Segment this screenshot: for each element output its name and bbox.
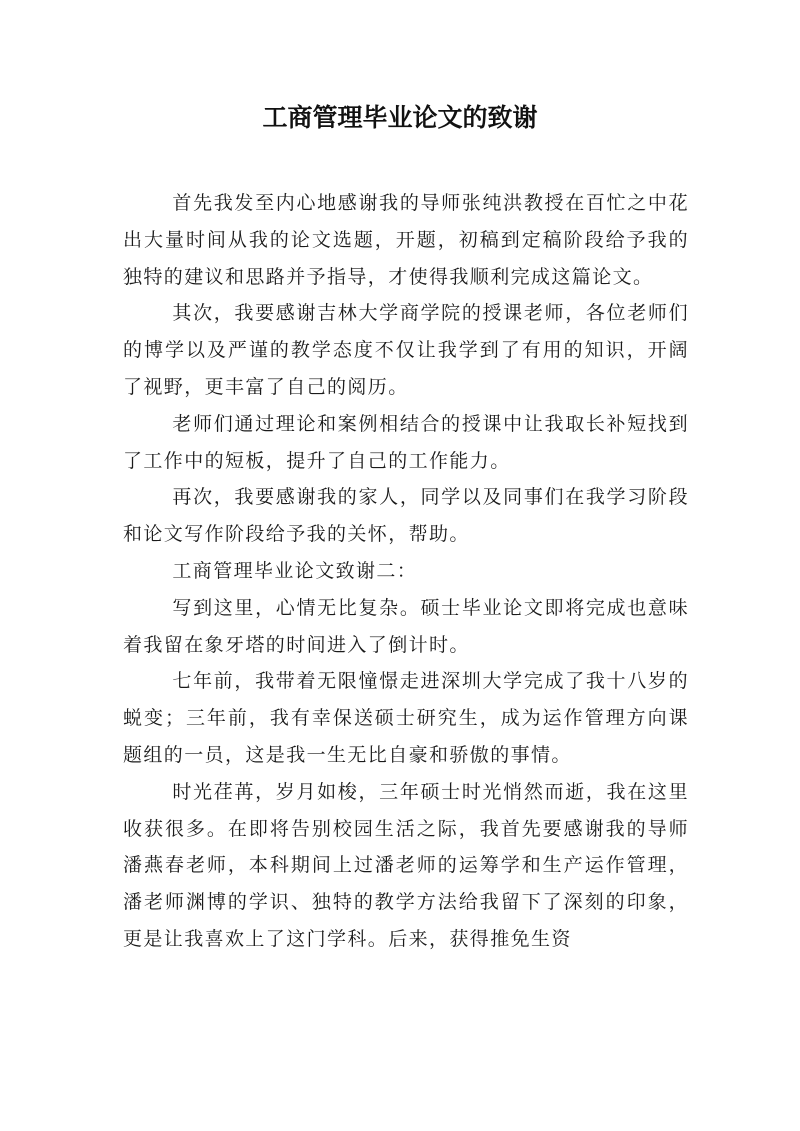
- paragraph: 其次，我要感谢吉林大学商学院的授课老师，各位老师们的博学以及严谨的教学态度不仅让我学到了有用的知识，开阔了视野，更丰富了自己的阅历。: [123, 302, 689, 398]
- document-body: [123, 185, 689, 958]
- paragraph: 写到这里，心情无比复杂。硕士毕业论文即将完成也意味着我留在象牙塔的时间进入了倒计时。: [123, 596, 689, 656]
- paragraph: 时光荏苒，岁月如梭，三年硕士时光悄然而逝，我在这里收获很多。在即将告别校园生活之际，我首先要感谢我的导师潘燕春老师，本科期间上过潘老师的运筹学和生产运作管理，潘老师渊博的学识、独特的教学方法给我留下了深刻的印象，更是让我喜欢上了这门学科。后来，获得推免生资: [123, 780, 689, 950]
- paragraph: 首先我发至内心地感谢我的导师张纯洪教授在百忙之中花出大量时间从我的论文选题，开题，初稿到定稿阶段给予我的独特的建议和思路并予指导，才使得我顺利完成这篇论文。: [123, 192, 689, 288]
- document-title: 工商管理毕业论文的致谢: [262, 103, 538, 132]
- paragraph: 再次，我要感谢我的家人，同学以及同事们在我学习阶段和论文写作阶段给予我的关怀，帮助。: [123, 486, 689, 546]
- section-heading: 工商管理毕业论文致谢二：: [172, 559, 418, 582]
- paragraph: 七年前，我带着无限憧憬走进深圳大学完成了我十八岁的蜕变；三年前，我有幸保送硕士研究生，成为运作管理方向课题组的一员，这是我一生无比自豪和骄傲的事情。: [123, 670, 689, 766]
- paragraph: 老师们通过理论和案例相结合的授课中让我取长补短找到了工作中的短板，提升了自己的工作能力。: [123, 412, 689, 472]
